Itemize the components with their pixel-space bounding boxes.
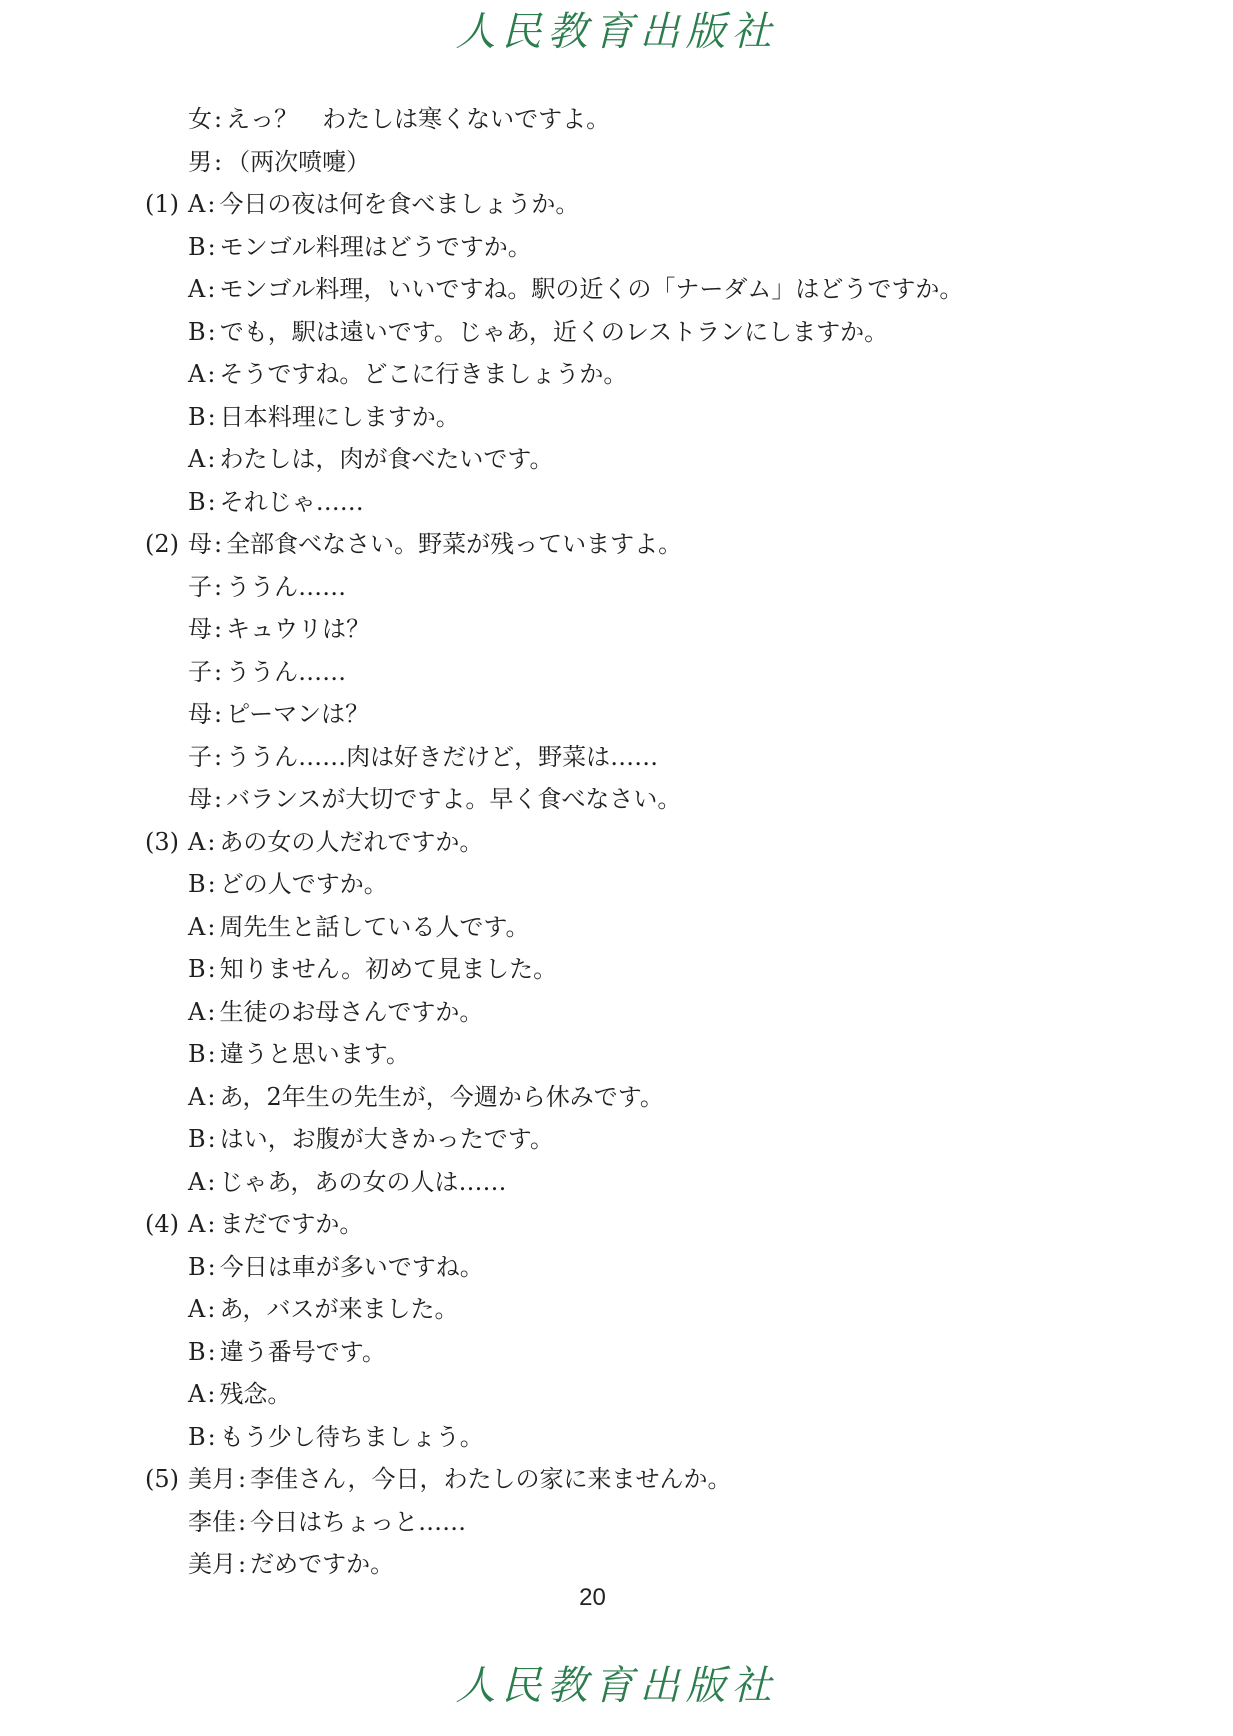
speaker-name: B bbox=[188, 870, 206, 898]
utterance-text: モンゴル料理はどうですか。 bbox=[219, 232, 532, 261]
speaker-line: A: 生徒のお母さんですか。 bbox=[188, 997, 484, 1026]
publisher-logo-header: 人民教育出版社 bbox=[455, 9, 778, 55]
dialogue-line bbox=[0, 1203, 1233, 1246]
dialogue-line bbox=[0, 226, 1233, 269]
dialogue-line bbox=[0, 1543, 1233, 1586]
speaker-line: 子: ううん……肉は好きだけど，野菜は…… bbox=[188, 742, 659, 771]
speaker-line: B: はい，お腹が大きかったです。 bbox=[188, 1125, 554, 1153]
item-number: (4) bbox=[145, 1210, 179, 1238]
speaker-name: 子 bbox=[188, 657, 212, 686]
speaker-name: A bbox=[188, 1210, 206, 1238]
speaker-name: 母 bbox=[188, 785, 212, 813]
speaker-name: A bbox=[188, 445, 206, 473]
speaker-name: 母 bbox=[188, 530, 212, 558]
dialogue-line bbox=[0, 396, 1233, 439]
dialogue-line bbox=[0, 481, 1233, 524]
utterance-text: ううん…… bbox=[226, 657, 347, 686]
dialogue-line bbox=[0, 651, 1233, 694]
utterance-text: わたしは，肉が食べたいです。 bbox=[219, 445, 554, 473]
dialogue-line bbox=[0, 948, 1233, 991]
utterance-text: そうですね。どこに行きましょうか。 bbox=[219, 360, 628, 388]
dialogue-line bbox=[0, 268, 1233, 311]
speaker-name: A bbox=[188, 190, 206, 218]
dialogue-line bbox=[0, 141, 1233, 184]
dialogue-line bbox=[0, 1246, 1233, 1289]
dialogue-line bbox=[0, 1416, 1233, 1459]
dialogue-transcript bbox=[0, 98, 1233, 1586]
utterance-text: もう少し待ちましょう。 bbox=[219, 1422, 484, 1451]
dialogue-line bbox=[0, 991, 1233, 1034]
speaker-name: A bbox=[188, 1082, 206, 1111]
speaker-line: A: まだですか。 bbox=[188, 1210, 364, 1238]
speaker-name: 母 bbox=[188, 700, 212, 728]
speaker-line: 李佳: 今日はちょっと…… bbox=[188, 1507, 467, 1536]
speaker-name: 美月 bbox=[188, 1465, 236, 1493]
speaker-name: 男 bbox=[188, 147, 212, 176]
speaker-line: A: そうですね。どこに行きましょうか。 bbox=[188, 360, 628, 388]
dialogue-line bbox=[0, 1288, 1233, 1331]
speaker-line: 美月: 李佳さん，今日，わたしの家に来ませんか。 bbox=[188, 1465, 732, 1493]
dialogue-line bbox=[0, 821, 1233, 864]
utterance-text: 今日は車が多いですね。 bbox=[219, 1252, 484, 1281]
speaker-name: A bbox=[188, 360, 206, 388]
speaker-name: A bbox=[188, 1380, 206, 1408]
speaker-name: 美月 bbox=[188, 1550, 236, 1578]
utterance-text: じゃあ，あの女の人は…… bbox=[219, 1167, 507, 1196]
item-number: (3) bbox=[145, 827, 179, 856]
dialogue-line bbox=[0, 1501, 1233, 1544]
speaker-line: A: あの女の人だれですか。 bbox=[188, 827, 484, 856]
utterance-text: ううん…… bbox=[226, 572, 347, 601]
speaker-line: B: もう少し待ちましょう。 bbox=[188, 1422, 484, 1451]
dialogue-line bbox=[0, 1373, 1233, 1416]
dialogue-line bbox=[0, 1331, 1233, 1374]
utterance-text: でも，駅は遠いです。じゃあ，近くのレストランにしますか。 bbox=[219, 317, 889, 346]
utterance-text: だめですか。 bbox=[250, 1550, 395, 1578]
utterance-text: 残念。 bbox=[219, 1380, 292, 1408]
dialogue-line bbox=[0, 863, 1233, 906]
speaker-name: 女 bbox=[188, 105, 212, 133]
utterance-text: まだですか。 bbox=[219, 1210, 364, 1238]
dialogue-line bbox=[0, 693, 1233, 736]
dialogue-line bbox=[0, 1118, 1233, 1161]
speaker-line: 男: （两次喷嚏） bbox=[188, 147, 371, 176]
dialogue-line bbox=[0, 438, 1233, 481]
dialogue-line bbox=[0, 98, 1233, 141]
dialogue-line bbox=[0, 353, 1233, 396]
speaker-name: A bbox=[188, 1167, 206, 1196]
speaker-line: A: 今日の夜は何を食べましょうか。 bbox=[188, 190, 580, 218]
utterance-text: バランスが大切ですよ。早く食べなさい。 bbox=[226, 785, 682, 813]
speaker-name: A bbox=[188, 827, 206, 856]
speaker-line: A: あ，2年生の先生が，今週から休みです。 bbox=[188, 1082, 664, 1111]
dialogue-line bbox=[0, 1458, 1233, 1501]
speaker-line: B: 違う番号です。 bbox=[188, 1337, 386, 1366]
utterance-text: 生徒のお母さんですか。 bbox=[219, 997, 484, 1026]
speaker-name: A bbox=[188, 1295, 206, 1323]
speaker-line: 母: 全部食べなさい。野菜が残っていますよ。 bbox=[188, 530, 683, 558]
speaker-name: B bbox=[188, 402, 206, 431]
speaker-line: A: あ，バスが来ました。 bbox=[188, 1295, 459, 1323]
utterance-text: あの女の人だれですか。 bbox=[219, 827, 484, 856]
speaker-line: A: 残念。 bbox=[188, 1380, 292, 1408]
page-number: 20 bbox=[579, 1584, 606, 1611]
utterance-text: モンゴル料理，いいですね。駅の近くの「ナーダム」はどうですか。 bbox=[219, 275, 964, 303]
speaker-line: B: どの人ですか。 bbox=[188, 870, 388, 898]
speaker-line: 母: バランスが大切ですよ。早く食べなさい。 bbox=[188, 785, 682, 813]
item-number: (2) bbox=[145, 530, 179, 558]
utterance-text: ううん……肉は好きだけど，野菜は…… bbox=[226, 742, 659, 771]
speaker-name: B bbox=[188, 317, 206, 346]
speaker-line: A: わたしは，肉が食べたいです。 bbox=[188, 445, 554, 473]
speaker-name: 母 bbox=[188, 615, 212, 643]
utterance-text: 今日の夜は何を食べましょうか。 bbox=[219, 190, 580, 218]
dialogue-line bbox=[0, 183, 1233, 226]
utterance-text: 周先生と話している人です。 bbox=[219, 912, 530, 941]
speaker-line: B: 知りません。初めて見ました。 bbox=[188, 955, 558, 983]
speaker-name: B bbox=[188, 1252, 206, 1281]
speaker-line: B: 今日は車が多いですね。 bbox=[188, 1252, 484, 1281]
speaker-line: A: じゃあ，あの女の人は…… bbox=[188, 1167, 507, 1196]
speaker-name: B bbox=[188, 232, 206, 261]
dialogue-line bbox=[0, 778, 1233, 821]
utterance-text: 李佳さん，今日，わたしの家に来ませんか。 bbox=[250, 1465, 732, 1493]
utterance-text: 全部食べなさい。野菜が残っていますよ。 bbox=[226, 530, 683, 558]
dialogue-line bbox=[0, 1033, 1233, 1076]
utterance-text: 違う番号です。 bbox=[219, 1337, 386, 1366]
speaker-line: 子: ううん…… bbox=[188, 657, 347, 686]
item-number: (1) bbox=[145, 190, 179, 218]
speaker-line: 子: ううん…… bbox=[188, 572, 347, 601]
speaker-name: B bbox=[188, 955, 206, 983]
utterance-text: 今日はちょっと…… bbox=[250, 1507, 467, 1536]
speaker-name: 子 bbox=[188, 742, 212, 771]
utterance-text: キュウリは？ bbox=[226, 615, 371, 643]
speaker-name: 李佳 bbox=[188, 1507, 236, 1536]
speaker-line: B: 違うと思います。 bbox=[188, 1040, 410, 1068]
utterance-text: はい，お腹が大きかったです。 bbox=[219, 1125, 554, 1153]
item-number: (5) bbox=[145, 1465, 179, 1493]
speaker-line: 母: キュウリは？ bbox=[188, 615, 371, 643]
speaker-line: 母: ピーマンは？ bbox=[188, 700, 370, 728]
speaker-name: B bbox=[188, 1422, 206, 1451]
utterance-text: 日本料理にしますか。 bbox=[219, 402, 460, 431]
speaker-line: B: でも，駅は遠いです。じゃあ，近くのレストランにしますか。 bbox=[188, 317, 889, 346]
speaker-line: A: 周先生と話している人です。 bbox=[188, 912, 530, 941]
speaker-line: 女: えっ？ わたしは寒くないですよ。 bbox=[188, 105, 611, 133]
dialogue-line bbox=[0, 523, 1233, 566]
publisher-logo-footer: 人民教育出版社 bbox=[455, 1663, 778, 1709]
utterance-text: （两次喷嚏） bbox=[226, 147, 371, 176]
dialogue-line bbox=[0, 736, 1233, 779]
dialogue-line bbox=[0, 1076, 1233, 1119]
speaker-name: B bbox=[188, 1040, 206, 1068]
speaker-name: 子 bbox=[188, 572, 212, 601]
speaker-line: A: モンゴル料理，いいですね。駅の近くの「ナーダム」はどうですか。 bbox=[188, 275, 964, 303]
speaker-name: B bbox=[188, 487, 206, 516]
dialogue-line bbox=[0, 1161, 1233, 1204]
speaker-line: B: それじゃ…… bbox=[188, 487, 364, 516]
utterance-text: あ，バスが来ました。 bbox=[219, 1295, 459, 1323]
speaker-name: A bbox=[188, 997, 206, 1026]
utterance-text: 違うと思います。 bbox=[219, 1040, 410, 1068]
speaker-line: 美月: だめですか。 bbox=[188, 1550, 395, 1578]
speaker-name: B bbox=[188, 1125, 206, 1153]
utterance-text: あ，2年生の先生が，今週から休みです。 bbox=[219, 1082, 664, 1111]
speaker-line: B: 日本料理にしますか。 bbox=[188, 402, 460, 431]
dialogue-line bbox=[0, 566, 1233, 609]
dialogue-line bbox=[0, 311, 1233, 354]
utterance-text: 知りません。初めて見ました。 bbox=[219, 955, 558, 983]
utterance-text: ピーマンは？ bbox=[226, 700, 370, 728]
speaker-name: B bbox=[188, 1337, 206, 1366]
speaker-name: A bbox=[188, 275, 206, 303]
speaker-line: B: モンゴル料理はどうですか。 bbox=[188, 232, 532, 261]
dialogue-line bbox=[0, 906, 1233, 949]
speaker-name: A bbox=[188, 912, 206, 941]
utterance-text: えっ？ わたしは寒くないですよ。 bbox=[226, 105, 611, 133]
utterance-text: どの人ですか。 bbox=[219, 870, 388, 898]
dialogue-line bbox=[0, 608, 1233, 651]
utterance-text: それじゃ…… bbox=[219, 487, 364, 516]
